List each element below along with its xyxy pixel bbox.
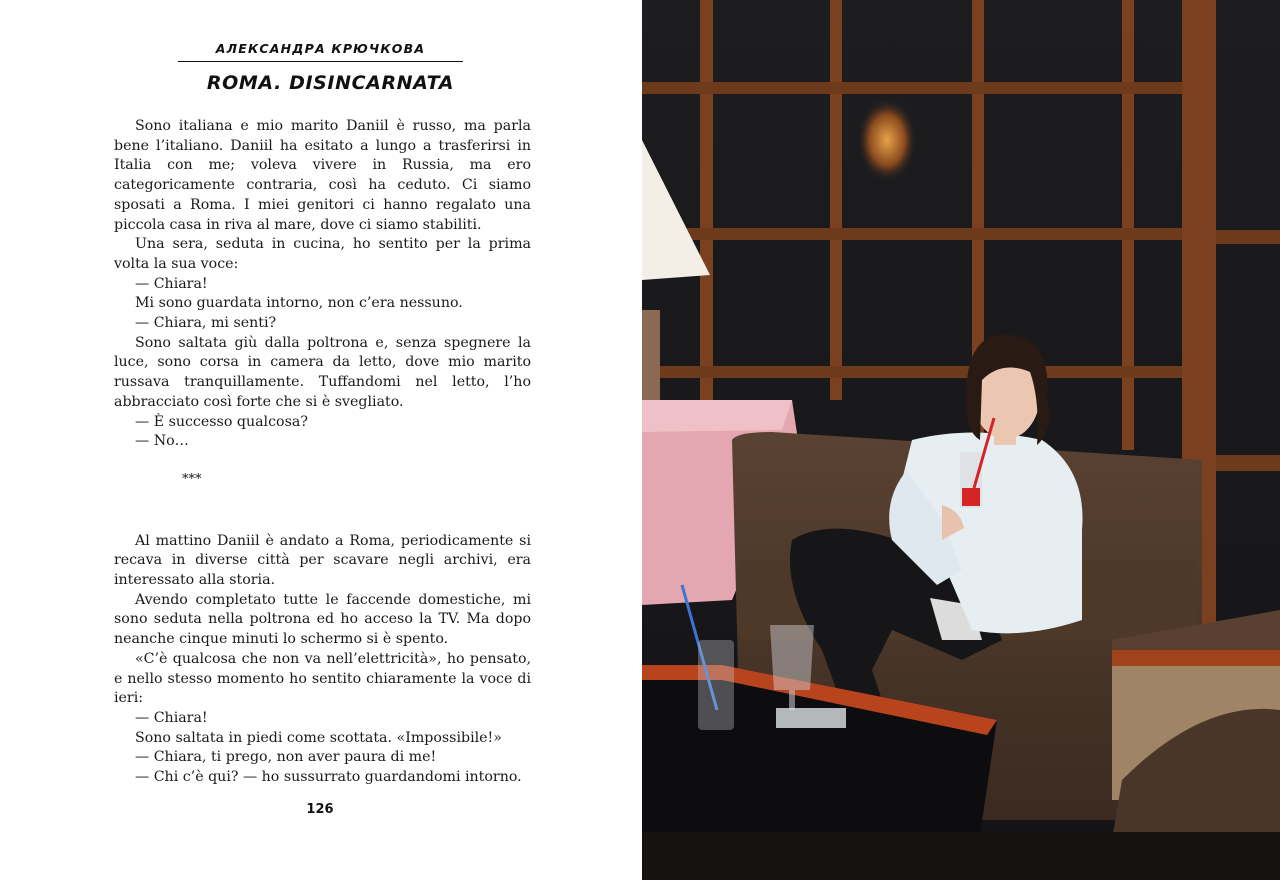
header-rule xyxy=(178,61,463,62)
dialog-line: — È successo qualcosa? xyxy=(135,413,308,430)
paragraph: Sono italiana e mio marito Daniil è russo, ma parla bene l’italiano. Daniil ha esitato a lungo a trasferirsi in Italia con me; voleva vivere in Russia, ma ero categoricamente contraria, così ha ceduto. Ci siamo sposati a Roma. I miei genitori ci hanno regalato una piccola casa in riva al mare, dove ci siamo stabiliti. xyxy=(114,118,531,233)
paragraph: Al mattino Daniil è andato a Roma, periodicamente si recava in diverse città per scavare negli archivi, era interessato alla storia. xyxy=(114,532,531,589)
chapter-title: ROMA. DISINCARNATA xyxy=(206,72,455,94)
dialog-line: — Chiara, mi senti? xyxy=(135,315,277,332)
photo-page xyxy=(642,0,1280,880)
dialog-line: — Chiara! xyxy=(135,275,208,292)
lamp-reflection xyxy=(857,98,917,182)
paragraph: «C’è qualcosa che non va nell’elettricità», ho pensato, e nello stesso momento ho sentito chiaramente la voce di ieri: xyxy=(114,650,531,707)
woman-neck xyxy=(994,425,1016,445)
red-drink xyxy=(962,488,980,506)
paragraph: Mi sono guardata intorno, non c’era nessuno. xyxy=(135,295,463,312)
dialog-line: — Chi c’è qui? — ho sussurrato guardandomi intorno. xyxy=(135,769,522,786)
photo-bottom-edge xyxy=(642,832,1280,880)
paragraph: Una sera, seduta in cucina, ho sentito per la prima volta la sua voce: xyxy=(114,236,531,272)
page-number: 126 xyxy=(306,802,334,817)
dialog-line: — Chiara! xyxy=(135,709,208,726)
lamp-base xyxy=(642,310,660,400)
paragraph: Sono saltata in piedi come scottata. «Impossibile!» xyxy=(135,729,502,746)
dialog-line: — No… xyxy=(135,433,189,450)
section-separator: *** xyxy=(182,471,202,487)
coaster xyxy=(776,708,846,728)
paragraph: Sono saltata giù dalla poltrona e, senza spegnere la luce, sono corsa in camera da letto, dove mio marito russava tranquillamente. Tuffandomi nel letto, l’ho abbracciato così forte che si è svegliato. xyxy=(114,334,531,410)
body-text xyxy=(114,117,531,788)
tall-glass xyxy=(698,640,734,730)
dialog-line: — Chiara, ti prego, non aver paura di me! xyxy=(135,749,437,766)
paragraph: Avendo completato tutte le faccende domestiche, mi sono seduta nella poltrona ed ho acceso la TV. Ma dopo neanche cinque minuti lo schermo si è spento. xyxy=(114,591,531,648)
wine-glass xyxy=(770,625,814,690)
photograph xyxy=(642,0,1280,880)
running-header-author: АЛЕКСАНДРА КРЮЧКОВА xyxy=(215,41,426,56)
